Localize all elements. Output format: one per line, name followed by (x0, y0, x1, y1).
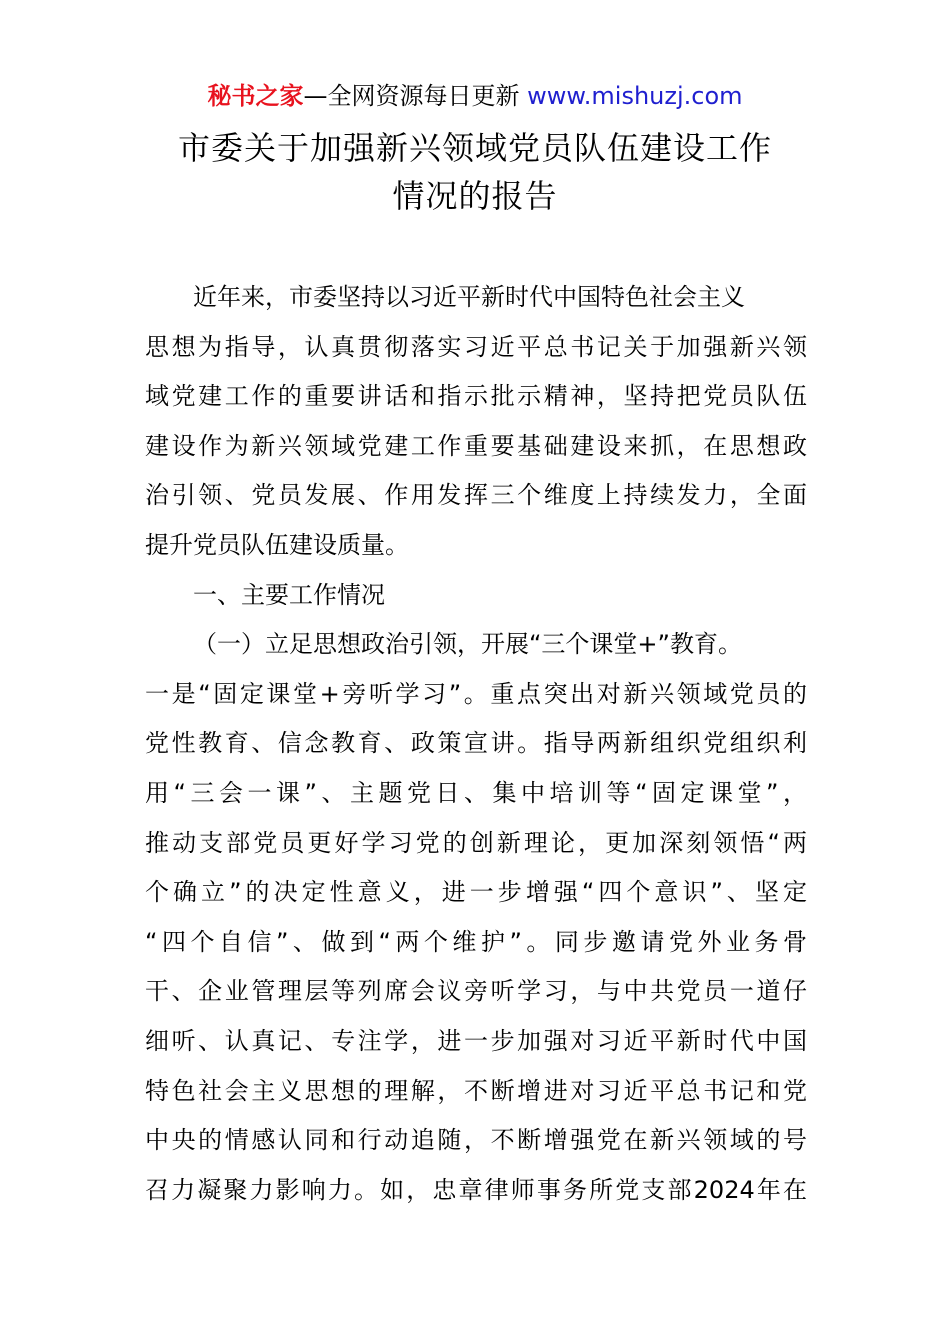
document-title (60, 124, 890, 220)
body-line: 近年来，市委坚持以习近平新时代中国特色社会主义 (193, 283, 745, 311)
title-line-2: 情况的报告 (392, 177, 558, 215)
body-line: 推动支部党员更好学习党的创新理论，更加深刻领悟“两 (145, 828, 807, 857)
body-line: 特色社会主义思想的理解，不断增进对习近平总书记和党 (145, 1076, 807, 1105)
site-url-link[interactable]: www.mishuzj.com (527, 82, 743, 110)
site-brand: 秘书之家 (207, 82, 304, 110)
body-line: 建设作为新兴领域党建工作重要基础建设来抓，在思想政 (145, 431, 807, 460)
body-line: 干、企业管理层等列席会议旁听学习，与中共党员一道仔 (145, 977, 807, 1006)
section-heading: 一、主要工作情况 (193, 580, 385, 609)
site-tagline: 全网资源每日更新 (327, 82, 520, 110)
body-line: 党性教育、信念教育、政策宣讲。指导两新组织党组织利 (145, 729, 807, 758)
site-banner (0, 78, 950, 114)
body-line: 召力凝聚力影响力。如，忠章律师事务所党支部2024年在 (145, 1175, 807, 1204)
body-line: 思想为指导，认真贯彻落实习近平总书记关于加强新兴领 (145, 332, 807, 361)
body-line: 细听、认真记、专注学，进一步加强对习近平新时代中国 (145, 1026, 807, 1055)
body-line: 域党建工作的重要讲话和指示批示精神，坚持把党员队伍 (145, 382, 807, 411)
banner-dash: — (303, 82, 328, 110)
title-line-1: 市委关于加强新兴领域党员队伍建设工作 (177, 129, 772, 167)
body-line: 一是“固定课堂+旁听学习”。重点突出对新兴领域党员的 (145, 679, 807, 708)
body-line: 用“三会一课”、主题党日、集中培训等“固定课堂”， (145, 778, 807, 807)
document-body (145, 273, 807, 1215)
body-line: 个确立”的决定性意义，进一步增强“四个意识”、坚定 (145, 878, 807, 907)
body-line: 提升党员队伍建设质量。 (145, 530, 409, 559)
subsection-heading: （一）立足思想政治引领，开展“三个课堂+”教育。 (193, 630, 742, 659)
body-line: “四个自信”、做到“两个维护”。同步邀请党外业务骨 (145, 927, 807, 956)
body-line: 治引领、党员发展、作用发挥三个维度上持续发力，全面 (145, 481, 807, 510)
body-line: 中央的情感认同和行动追随，不断增强党在新兴领域的号 (145, 1126, 807, 1155)
